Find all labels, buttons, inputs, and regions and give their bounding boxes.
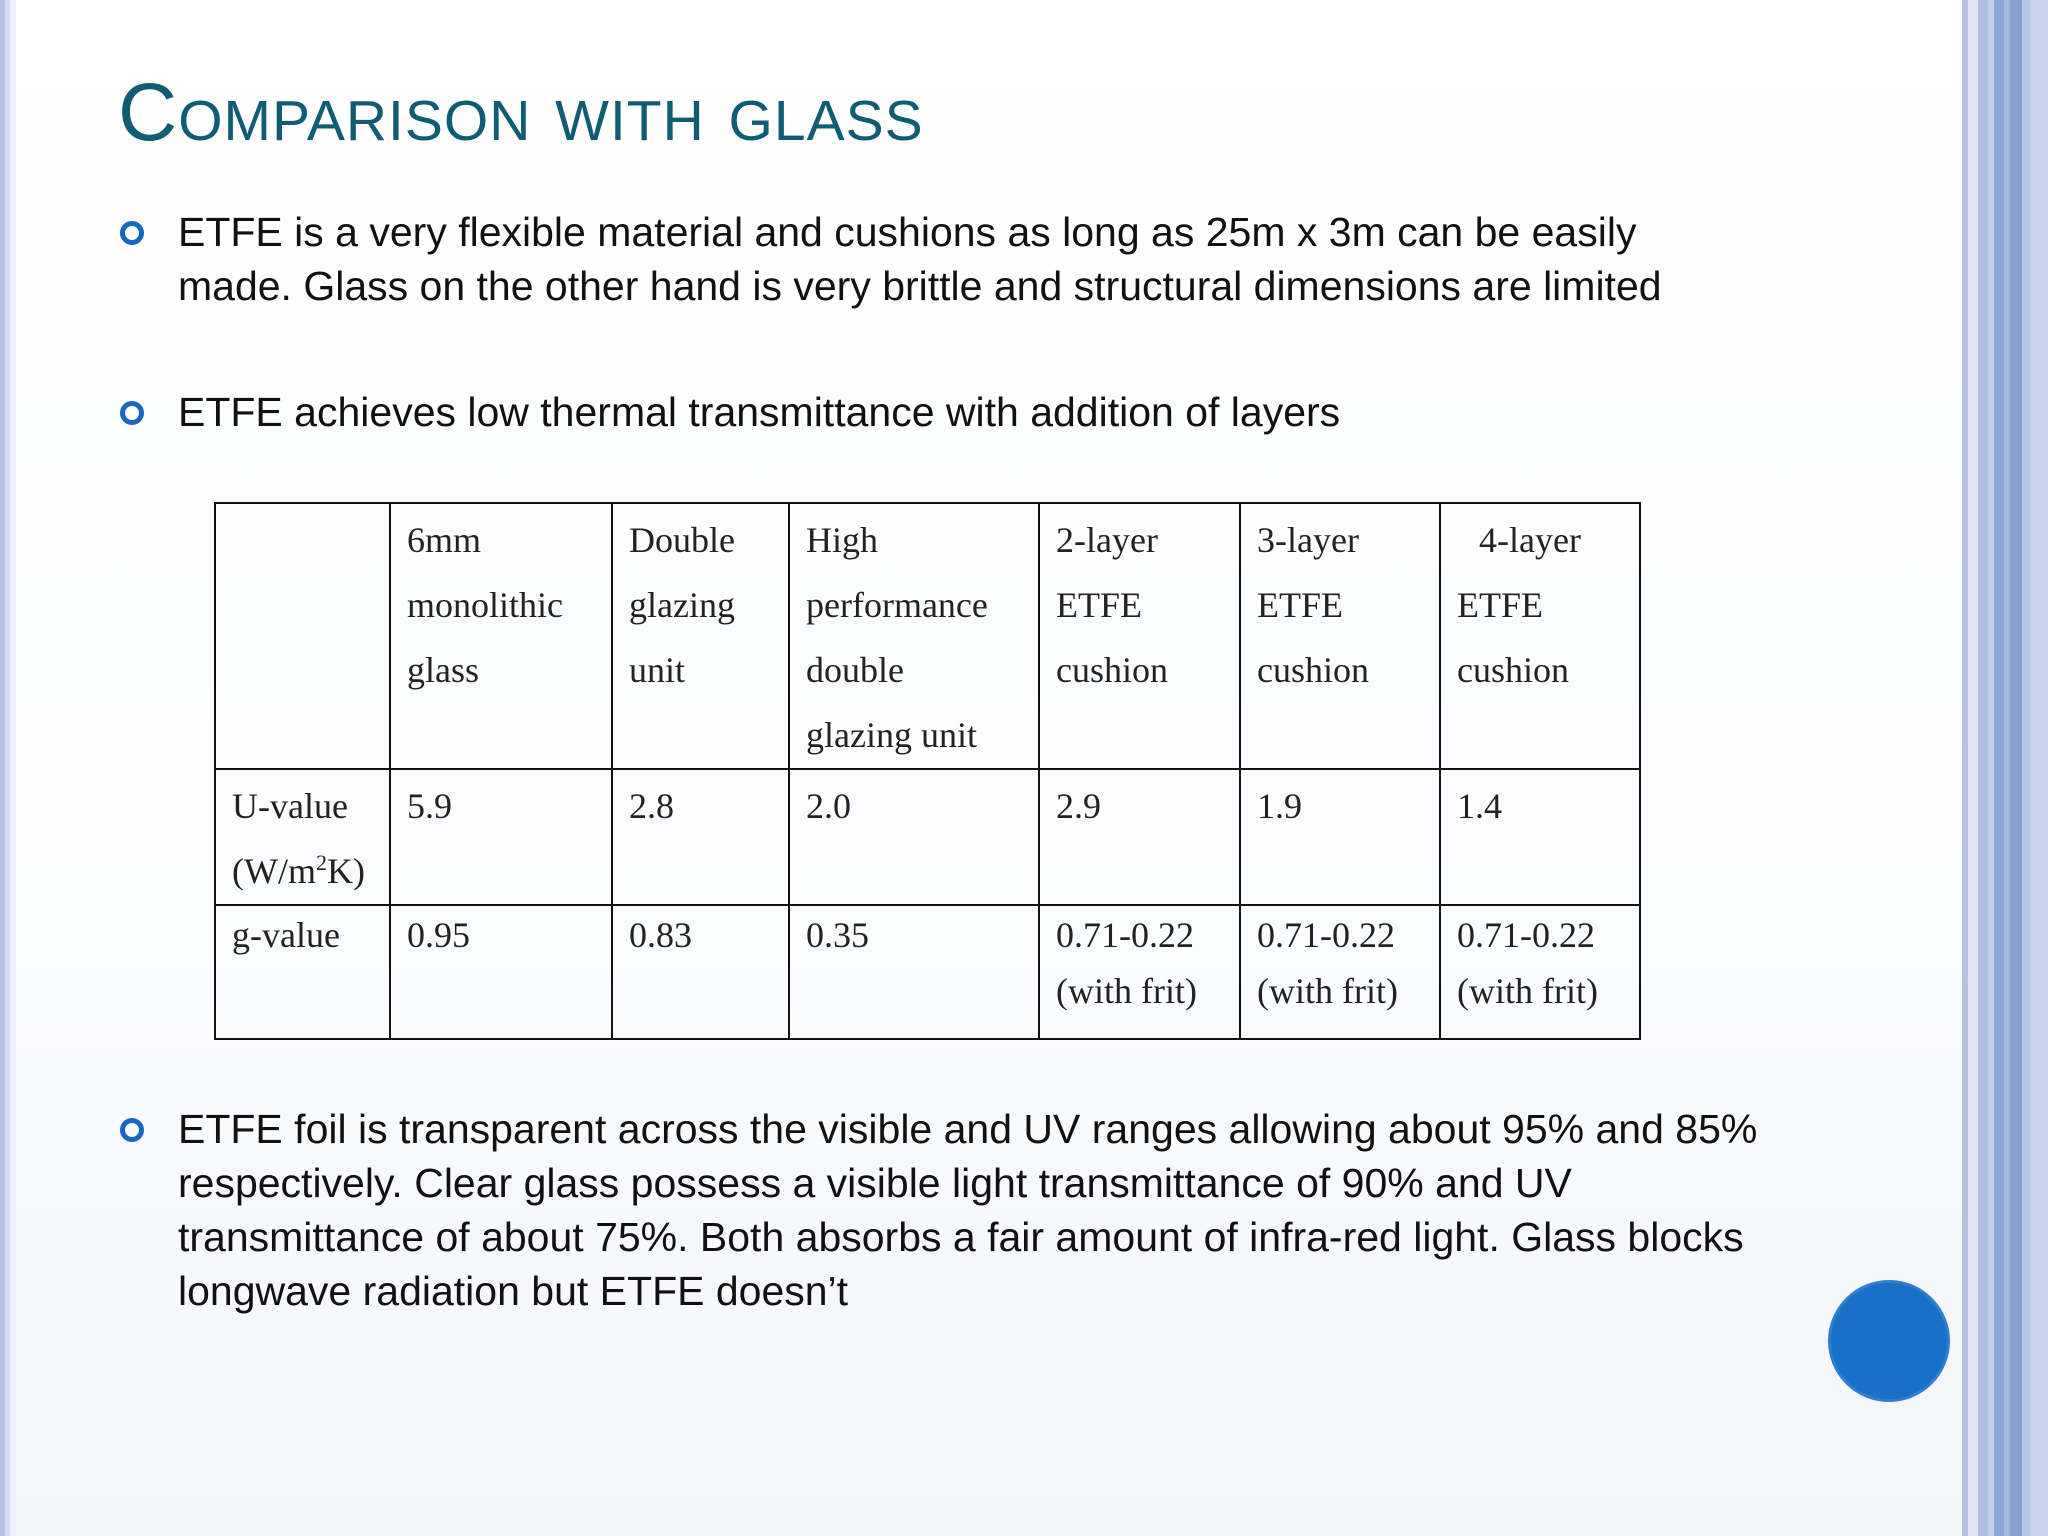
- table-row-g-value: [215, 905, 1640, 1039]
- table-cell: [789, 905, 1039, 1039]
- ring-bullet-icon: [120, 221, 144, 245]
- table-header-cell: [1240, 503, 1440, 769]
- table-cell: 5.9: [390, 769, 612, 905]
- right-band: [1994, 0, 2004, 1536]
- header-line: unit: [629, 650, 686, 690]
- header-line: performance: [806, 585, 988, 625]
- left-edge-border: [0, 0, 16, 1536]
- table-cell: [1240, 905, 1440, 1039]
- table-cell: [1039, 905, 1240, 1039]
- g-value-label: g-value: [232, 915, 340, 955]
- header-line: ETFE: [1257, 585, 1343, 625]
- header-line: ETFE: [1056, 585, 1142, 625]
- ring-bullet-icon: [120, 401, 144, 425]
- slide-nav-circle-button[interactable]: [1828, 1280, 1950, 1402]
- table-cell: 1.4: [1440, 769, 1640, 905]
- header-line: 3-layer: [1257, 520, 1359, 560]
- row-label-cell: [215, 905, 390, 1039]
- ring-bullet-icon: [120, 1118, 144, 1142]
- table-header-cell: [612, 503, 789, 769]
- table-header-cell: [1039, 503, 1240, 769]
- table-cell: 2.9: [1039, 769, 1240, 905]
- header-line: double: [806, 650, 904, 690]
- comparison-table: [214, 502, 1641, 1040]
- header-line: Double: [629, 520, 735, 560]
- slide-title: Comparison with glass: [118, 67, 924, 158]
- cell-line: 0.35: [806, 915, 869, 955]
- header-line: glass: [407, 650, 479, 690]
- header-line: ETFE: [1457, 585, 1543, 625]
- bullet-text: ETFE achieves low thermal transmittance with addition of layers: [178, 389, 1341, 435]
- cell-line: (with frit): [1257, 971, 1398, 1011]
- table-row-u-value: [215, 769, 1640, 905]
- header-line: 4-layer: [1479, 520, 1581, 560]
- unit-prefix: (W/m: [232, 851, 316, 891]
- table-cell: 2.8: [612, 769, 789, 905]
- right-band: [1968, 0, 1978, 1536]
- bullet-item: [118, 385, 1758, 439]
- header-line: 6mm: [407, 520, 482, 560]
- unit-superscript: 2: [315, 850, 327, 875]
- cell-line: (with frit): [1457, 971, 1598, 1011]
- right-band: [2030, 0, 2048, 1536]
- table-cell: [1440, 905, 1640, 1039]
- table-cell: [390, 905, 612, 1039]
- header-line: cushion: [1056, 650, 1168, 690]
- bullet-text: ETFE foil is transparent across the visible and UV ranges allowing about 95% and 85% respectively. Clear glass possess a visible light transmittance of 90% and UV transmittance of about 75%. Both absorbs a fair amount of infra-red light. Glass blocks longwave radiation but ETFE doesn’t: [178, 1106, 1758, 1314]
- right-band: [2010, 0, 2022, 1536]
- table-corner-cell: [215, 503, 390, 769]
- header-line: 2-layer: [1056, 520, 1158, 560]
- table-header-cell: [789, 503, 1039, 769]
- header-line: monolithic: [407, 585, 563, 625]
- cell-line: 0.71-0.22: [1257, 915, 1395, 955]
- header-line: glazing unit: [806, 715, 977, 755]
- right-band: [2022, 0, 2030, 1536]
- table-header-cell: [1440, 503, 1640, 769]
- bullet-item: [118, 205, 1758, 313]
- u-value-label: U-value: [232, 786, 348, 826]
- row-label-cell: [215, 769, 390, 905]
- cell-line: (with frit): [1056, 971, 1197, 1011]
- header-line: High: [806, 520, 878, 560]
- unit-suffix: K): [326, 851, 365, 891]
- bullet-text: ETFE is a very flexible material and cushions as long as 25m x 3m can be easily made. Glass on the other hand is very brittle and structural dimensions are limited: [178, 209, 1662, 309]
- table-cell: 1.9: [1240, 769, 1440, 905]
- table-cell: 2.0: [789, 769, 1039, 905]
- right-band: [1978, 0, 1988, 1536]
- comparison-table-container: [214, 502, 1641, 1040]
- header-line: glazing: [629, 585, 735, 625]
- table-header-row: [215, 503, 1640, 769]
- cell-line: 0.95: [407, 915, 470, 955]
- table-cell: [612, 905, 789, 1039]
- cell-line: 0.83: [629, 915, 692, 955]
- u-value-unit: [232, 839, 379, 904]
- cell-line: 0.71-0.22: [1457, 915, 1595, 955]
- header-line: cushion: [1257, 650, 1369, 690]
- cell-line: 0.71-0.22: [1056, 915, 1194, 955]
- table-header-cell: [390, 503, 612, 769]
- bullet-item: [118, 1102, 1758, 1318]
- header-line: cushion: [1457, 650, 1569, 690]
